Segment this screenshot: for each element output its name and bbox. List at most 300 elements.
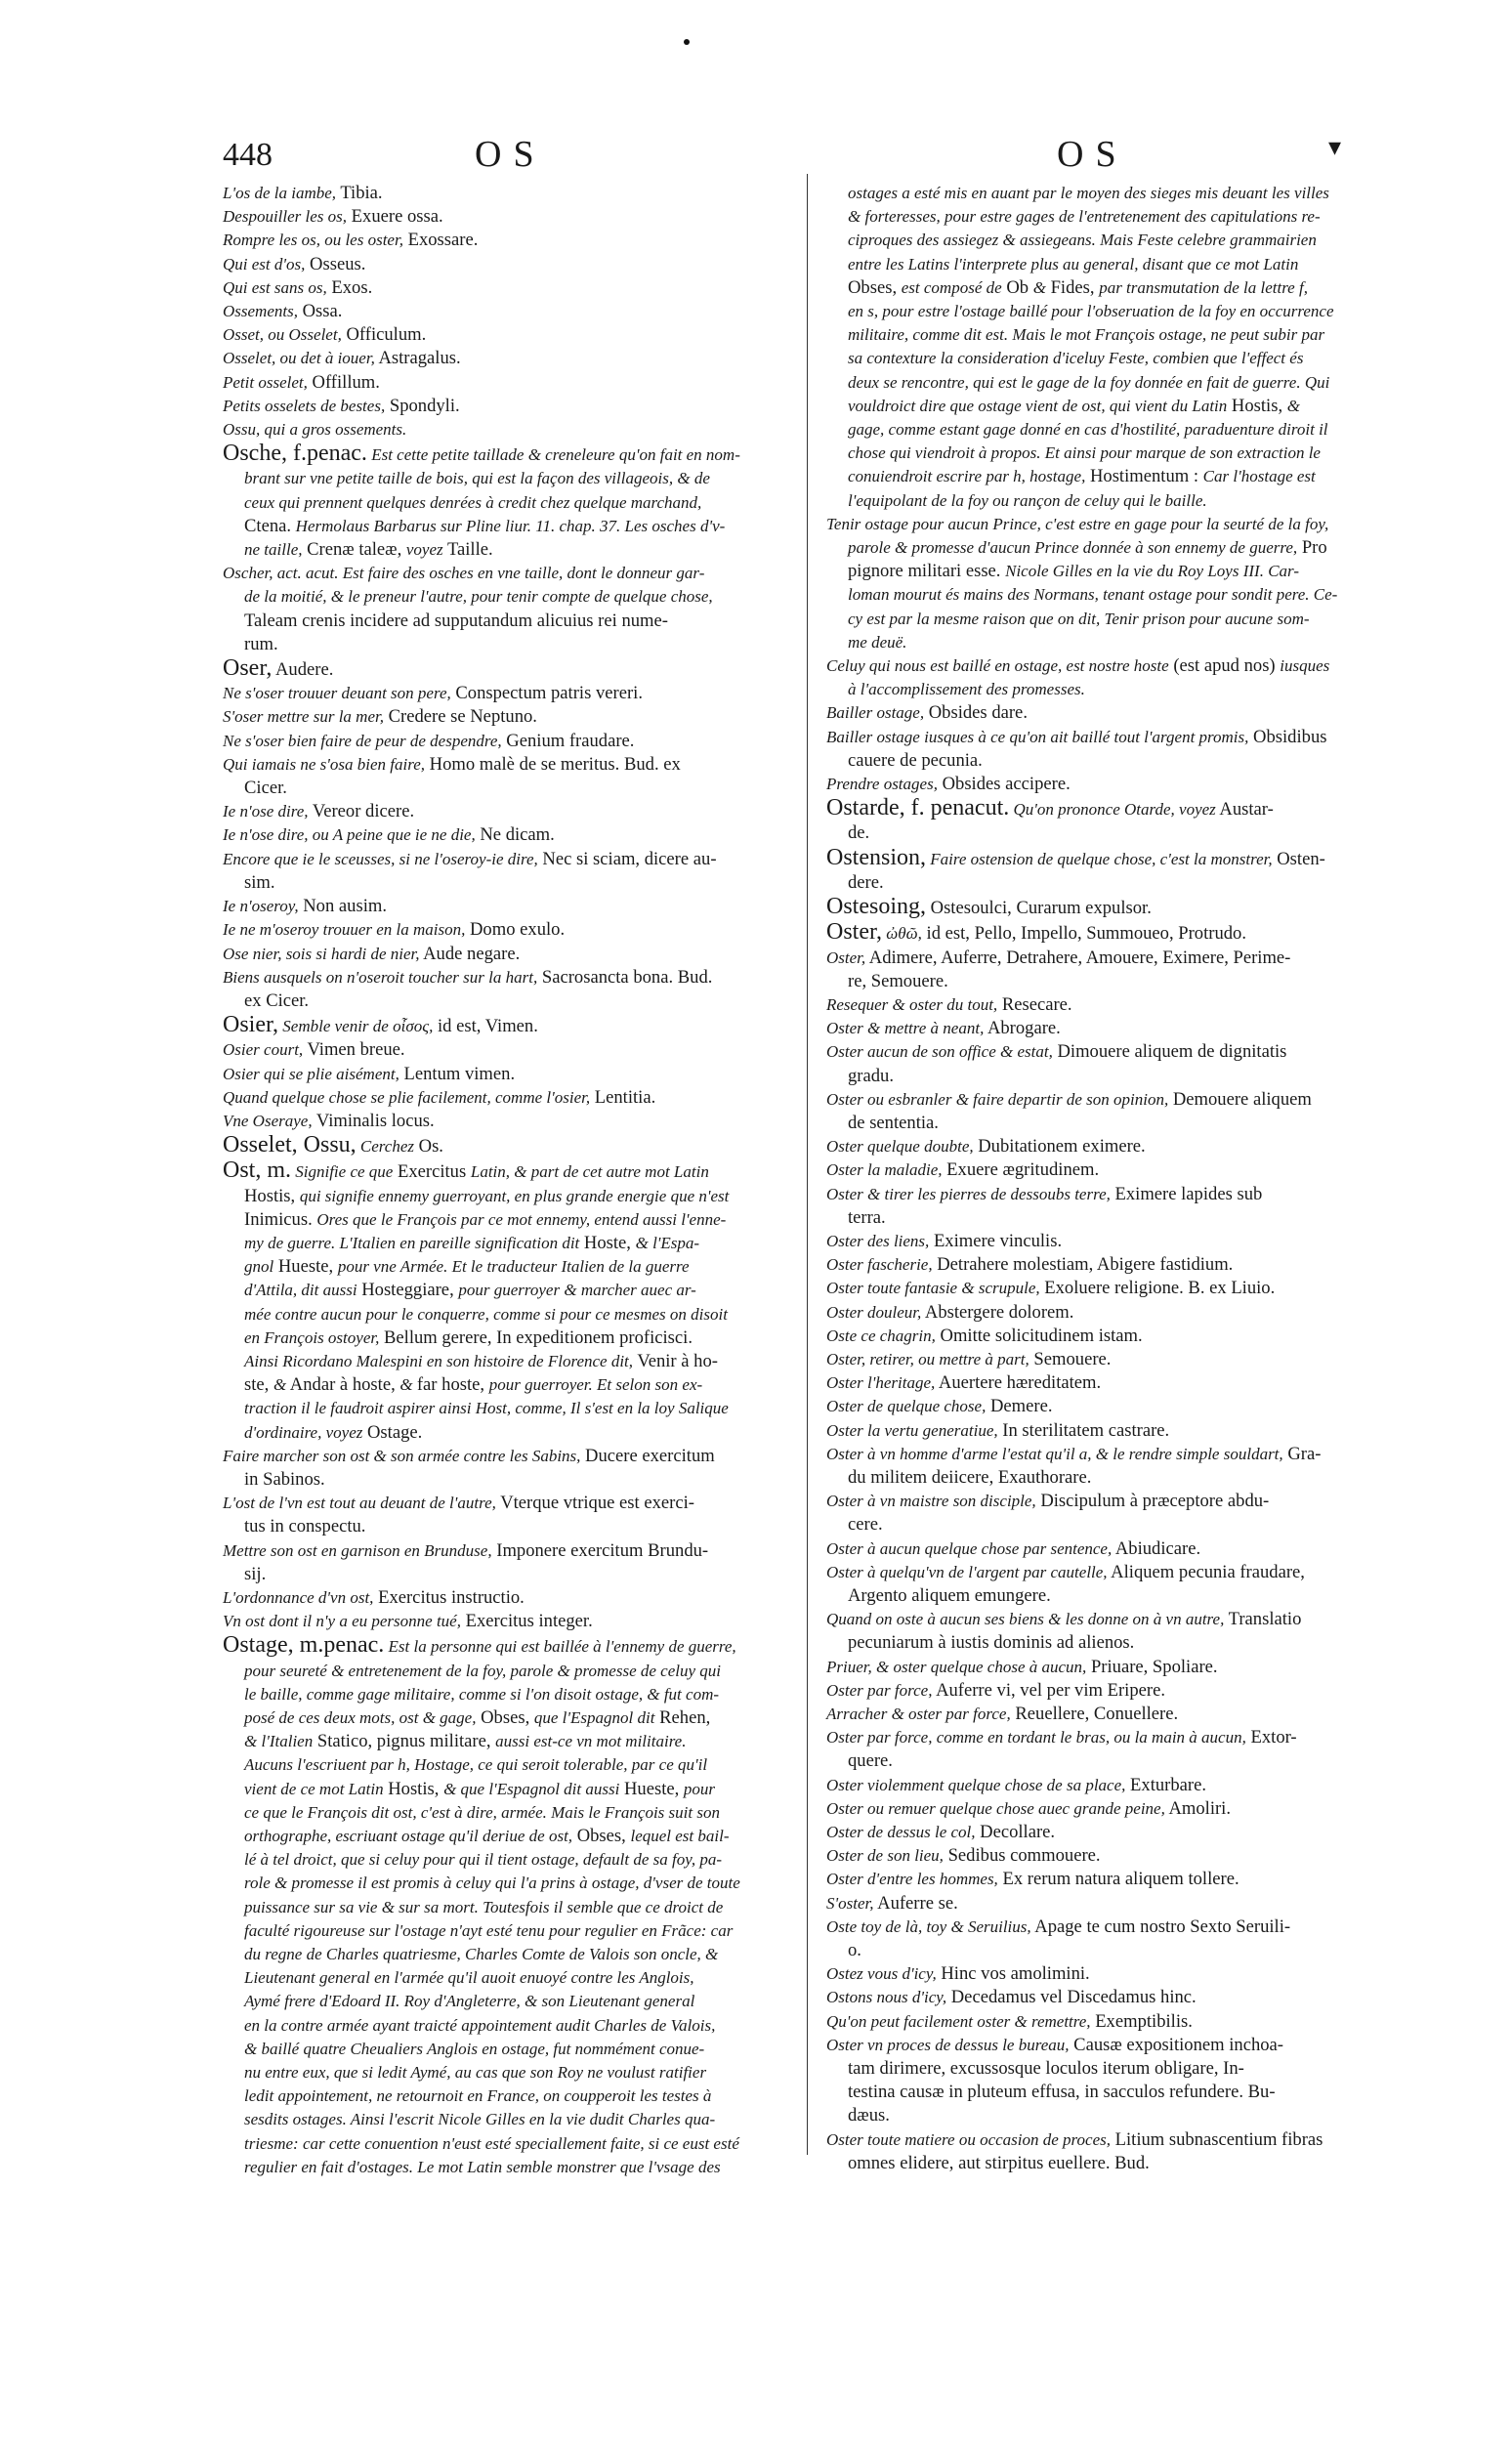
entry-line <box>223 585 809 609</box>
entry-line <box>223 1492 809 1515</box>
french-text: Ne s'oser trouuer deuant son pere, <box>223 684 451 703</box>
french-text: Vne Oseraye, <box>223 1111 313 1130</box>
french-text: Ainsi Ricordano Malespini en son histoire de Florence dit, <box>244 1351 634 1370</box>
entry-line <box>223 491 809 515</box>
entry-line <box>826 2010 1412 2034</box>
latin-text: ste, <box>244 1374 273 1396</box>
french-text: Oster quelque doubte, <box>826 1137 974 1157</box>
latin-text: Hostis, <box>244 1185 300 1206</box>
latin-text: Abstergere dolorem. <box>921 1301 1074 1323</box>
french-text: Ostons nous d'icy, <box>826 1988 947 2007</box>
entry-line <box>223 253 809 276</box>
french-text: L'os de la iambe, <box>223 184 337 202</box>
latin-text: Dubitationem eximere. <box>973 1136 1146 1158</box>
entry-line <box>826 1986 1412 2009</box>
entry-line <box>826 1868 1412 1891</box>
latin-text: (est apud nos) <box>1168 655 1281 677</box>
latin-text: Exos. <box>326 276 373 298</box>
entry-line <box>223 610 809 633</box>
french-text: & <box>1032 277 1046 297</box>
entry-line <box>826 536 1412 560</box>
french-text: Ose nier, sois si hardi de nier, <box>223 944 420 963</box>
french-text: posé de ces deux mots, ost & gage, <box>244 1708 477 1727</box>
head-mark: ▾ <box>1328 133 1342 161</box>
latin-text: In sterilitatem castrare. <box>997 1419 1170 1441</box>
french-text: Osselet, ou det à iouer, <box>223 349 375 368</box>
entry-line <box>826 1679 1412 1703</box>
french-text: Oster & mettre à neant, <box>826 1019 985 1038</box>
entry-line <box>826 1749 1412 1773</box>
entry-line <box>826 1371 1412 1395</box>
latin-text: Exercitus instructio. <box>373 1586 525 1608</box>
entry-line <box>826 1253 1412 1277</box>
latin-text: Cicer. <box>244 778 287 799</box>
latin-text: Auferre vi, vel per vim Eripere. <box>932 1679 1165 1701</box>
french-text: Oster la maladie, <box>826 1160 943 1180</box>
french-text: Ie ne m'oseroy trouuer en la maison, <box>223 920 466 940</box>
latin-text: Genium fraudare. <box>501 730 635 751</box>
latin-text: Extor- <box>1245 1727 1297 1748</box>
entry-line <box>223 442 809 467</box>
french-text: Priuer, & oster quelque chose à aucun, <box>826 1657 1087 1676</box>
entry-line <box>223 1943 809 1966</box>
entry-line <box>826 1916 1412 1939</box>
french-text: deux se rencontre, qui est le gage de la foy donnée en fait de guerre. Qui <box>848 372 1330 392</box>
latin-text: Abrogare. <box>984 1018 1061 1039</box>
french-text: Ossu, qui a gros ossements. <box>223 420 407 440</box>
french-text: Oste toy de là, toy & Seruilius, <box>826 1916 1031 1936</box>
entry-line <box>223 1753 809 1777</box>
latin-text: Priuare, Spoliare. <box>1086 1656 1218 1677</box>
latin-text: Amoliri. <box>1164 1797 1231 1819</box>
french-text: Prendre ostages, <box>826 775 938 794</box>
entry-line <box>826 2152 1412 2175</box>
entry-line <box>826 2034 1412 2057</box>
latin-text: Demouere aliquem <box>1168 1088 1312 1110</box>
french-text: Oster vn proces de dessus le bureau, <box>826 2035 1070 2054</box>
french-text: Oster de quelque chose, <box>826 1397 987 1416</box>
french-text: Qui iamais ne s'osa bien faire, <box>223 754 425 774</box>
entry-line <box>826 2057 1412 2081</box>
latin-text: Hostis, <box>1227 395 1287 416</box>
latin-text: Rehen, <box>654 1707 711 1728</box>
entry-line <box>826 608 1412 631</box>
french-text: Oster des liens, <box>826 1231 930 1250</box>
french-text: ne taille, <box>244 540 303 560</box>
latin-text: Inimicus. <box>244 1208 317 1230</box>
latin-text: de. <box>848 822 870 844</box>
latin-text: Argento aliquem emungere. <box>848 1584 1051 1606</box>
entry-line <box>223 1185 809 1208</box>
latin-text: Offillum. <box>307 371 380 393</box>
french-text: le baille, comme gage militaire, comme si l'on disoit ostage, & fut com- <box>244 1684 720 1704</box>
latin-text: Austar- <box>1215 799 1274 821</box>
french-text: Ie n'ose dire, <box>223 802 309 821</box>
latin-text: Viminalis locus. <box>312 1110 435 1131</box>
french-text: Oster fascherie, <box>826 1255 933 1275</box>
latin-text: Dimouere aliquem de dignitatis <box>1052 1041 1287 1063</box>
french-text: en François ostoyer, <box>244 1327 380 1347</box>
latin-text: sij. <box>244 1563 267 1584</box>
latin-text: Officulum. <box>341 324 427 346</box>
entry-line <box>826 2128 1412 2152</box>
french-text: iusques <box>1280 656 1330 676</box>
french-text: role & promesse il est promis à celuy qui l'a prins à ostage, d'vser de toute <box>244 1874 740 1893</box>
latin-text: in Sabinos. <box>244 1468 325 1490</box>
latin-text: tam dirimere, excussosque loculos iterum obligare, In- <box>848 2058 1244 2080</box>
entry-line <box>826 1301 1412 1325</box>
headword: Ost, m. <box>223 1158 292 1184</box>
entry-line <box>223 1990 809 2013</box>
entry-line <box>826 1962 1412 1986</box>
entry-line <box>826 1112 1412 1135</box>
french-text: qui signifie ennemy guerroyant, en plus grande energie que n'est <box>299 1186 730 1205</box>
entry-line <box>826 1490 1412 1513</box>
entry-line <box>223 229 809 252</box>
latin-text: Exuere ossa. <box>347 206 443 228</box>
latin-text: Exturbare. <box>1125 1774 1206 1795</box>
french-text: Oster à vn homme d'arme l'estat qu'il a, & le rendre simple souldart, <box>826 1444 1283 1463</box>
french-text: Lieutenant general en l'armée qu'il auoit enuoyé contre les Anglois, <box>244 1968 694 1988</box>
french-text: par transmutation de la lettre f, <box>1099 277 1308 297</box>
entry-line <box>223 777 809 800</box>
latin-text: Pro <box>1297 537 1327 559</box>
entry-line <box>223 1421 809 1445</box>
latin-text: Lentitia. <box>590 1086 656 1108</box>
latin-text: Auferre se. <box>873 1892 958 1914</box>
latin-text: Osten- <box>1272 848 1325 869</box>
entry-line <box>826 300 1412 323</box>
headword: Ostage, m.penac. <box>223 1632 385 1659</box>
latin-text: Non ausim. <box>298 896 387 917</box>
entry-line <box>826 1443 1412 1466</box>
entry-line <box>826 276 1412 300</box>
latin-text: Auertere hæreditatem. <box>935 1372 1102 1394</box>
french-text: Car l'hostage est <box>1202 467 1316 486</box>
entry-line <box>223 300 809 323</box>
french-text: loman mourut és mains des Normans, tenant ostage pour sondit pere. Ce- <box>848 585 1338 605</box>
entry-line <box>223 1515 809 1538</box>
latin-text: Aude negare. <box>419 943 521 964</box>
entry-line <box>826 1821 1412 1844</box>
entry-line <box>223 467 809 490</box>
entry-line <box>826 229 1412 252</box>
latin-text: Obses, <box>848 276 902 298</box>
entry-line <box>223 1660 809 1683</box>
latin-text: Os. <box>414 1136 443 1158</box>
right-running-head: OS <box>1057 134 1128 175</box>
entry-line <box>223 1279 809 1302</box>
entry-line <box>223 1208 809 1232</box>
french-text: ostages a esté mis en auant par le moyen des sieges mis deuant les villes <box>848 184 1329 202</box>
latin-text: Audere. <box>272 659 334 681</box>
latin-text: pignore militari esse. <box>848 561 1006 582</box>
french-text: Aymé frere d'Edoard II. Roy d'Angleterre, & son Lieutenant general <box>244 1992 695 2011</box>
french-text: Quand quelque chose se plie facilement, comme l'osier, <box>223 1087 591 1107</box>
latin-text: omnes elidere, aut stirpitus euellere. Bud. <box>848 2152 1150 2173</box>
french-text: & l'Espa- <box>635 1233 700 1252</box>
left-column <box>223 182 809 2179</box>
entry-line <box>223 1539 809 1563</box>
entry-line <box>223 1825 809 1848</box>
latin-text: Apage te cum nostro Sexto Seruili- <box>1030 1916 1291 1937</box>
entry-line <box>826 2104 1412 2127</box>
french-text: Vn ost dont il n'y a eu personne tué, <box>223 1612 461 1631</box>
french-text: & baillé quatre Cheualiers Anglois en ostage, fut nommément conue- <box>244 2039 705 2058</box>
entry-line <box>223 730 809 753</box>
entry-line <box>223 800 809 823</box>
latin-text: Abiudicare. <box>1112 1537 1201 1559</box>
french-text: en s, pour estre l'ostage baillé pour l'obseruation de la foy en occurrence <box>848 302 1334 321</box>
entry-line <box>826 560 1412 583</box>
latin-text: Hueste, <box>273 1256 338 1278</box>
entry-line <box>826 1277 1412 1300</box>
french-text: Oster & tirer les pierres de dessoubs terre, <box>826 1184 1111 1203</box>
entry-line <box>223 966 809 989</box>
latin-text: Gra- <box>1282 1443 1322 1464</box>
latin-text: Osseus. <box>305 253 366 274</box>
entry-line <box>223 515 809 538</box>
entry-line <box>826 583 1412 607</box>
entry-line <box>826 1466 1412 1490</box>
entry-line <box>223 989 809 1013</box>
french-text: S'oster, <box>826 1893 874 1913</box>
entry-line <box>826 796 1412 821</box>
entry-line <box>223 2084 809 2108</box>
entry-line <box>826 1844 1412 1868</box>
latin-text: Statico, pignus militare, <box>313 1731 496 1752</box>
french-text: Bailler ostage, <box>826 703 925 723</box>
entry-line <box>826 678 1412 701</box>
entry-line <box>223 2108 809 2131</box>
latin-text: Ctena. <box>244 515 296 536</box>
french-text: Latin, & part de cet autre mot Latin <box>470 1162 709 1182</box>
entry-line <box>826 465 1412 488</box>
french-text: Oster toute fantasie & scrupule, <box>826 1279 1040 1298</box>
french-text: en la contre armée ayant traicté appointement audit Charles de Valois, <box>244 2015 716 2035</box>
french-text: Hermolaus Barbarus sur Pline liur. 11. chap. 37. Les osches d'v- <box>295 516 726 535</box>
french-text: aussi est-ce vn mot militaire. <box>495 1732 687 1751</box>
french-text: Nicole Gilles en la vie du Roy Loys III. Car- <box>1005 562 1299 581</box>
latin-text: Hinc vos amolimini. <box>936 1963 1090 1985</box>
french-text: pour seureté & entretenement de la foy, parole & promesse de celuy qui <box>244 1661 721 1680</box>
entry-line <box>826 1230 1412 1253</box>
entry-line <box>826 993 1412 1017</box>
french-text: Ie n'oseroy, <box>223 897 299 916</box>
french-text: Ie n'ose dire, ou A peine que ie ne die, <box>223 825 476 845</box>
french-text: Osier qui se plie aisément, <box>223 1064 399 1083</box>
latin-text: quere. <box>848 1750 893 1772</box>
entry-line <box>826 821 1412 845</box>
french-text: sa contexture la consideration d'iceluy Feste, combien que l'effect és <box>848 349 1304 368</box>
entry-line <box>826 773 1412 796</box>
latin-text: id est, Pello, Impello, Summoueo, Protrudo. <box>921 923 1246 945</box>
latin-text: Omitte solicitudinem istam. <box>935 1325 1143 1346</box>
latin-text: cauere de pecunia. <box>848 749 983 771</box>
french-text: & que l'Espagnol dit aussi <box>443 1779 620 1798</box>
entry-line <box>223 395 809 418</box>
french-text: Est cette petite taillade & creneleure qu'on fait en nom- <box>366 445 740 465</box>
french-text: gage, comme estant gage donné en cas d'hostilité, paraduenture diroit il <box>848 420 1328 440</box>
entry-line <box>223 1966 809 1990</box>
entry-line <box>826 1065 1412 1088</box>
entry-line <box>826 1513 1412 1537</box>
entry-line <box>223 1683 809 1706</box>
entry-line <box>826 489 1412 513</box>
entry-line <box>826 1419 1412 1443</box>
entry-line <box>826 947 1412 970</box>
latin-text: Domo exulo. <box>465 919 566 941</box>
entry-line <box>223 1896 809 1919</box>
latin-text: Vereor dicere. <box>308 801 415 822</box>
french-text: Celuy qui nous est baillé en ostage, est nostre hoste <box>826 656 1169 676</box>
entry-line <box>826 205 1412 229</box>
french-text: Oster toute matiere ou occasion de proces, <box>826 2129 1111 2149</box>
french-text: S'oser mettre sur la mer, <box>223 707 384 727</box>
latin-text: Taille. <box>442 539 493 561</box>
entry-line <box>826 1726 1412 1749</box>
french-text: Ossements, <box>223 302 298 321</box>
latin-text: Eximere lapides sub <box>1110 1183 1263 1204</box>
latin-text: o. <box>848 1940 861 1961</box>
french-text: ledit appointement, ne retournoit en France, on coupperoit les testes à <box>244 2086 712 2106</box>
entry-line <box>223 182 809 205</box>
french-text: traction il le faudroit aspirer ainsi Host, comme, Il s'est en la loy Salique <box>244 1399 729 1418</box>
french-text: à l'accomplissement des promesses. <box>848 680 1085 699</box>
latin-text: Homo malè de se meritus. Bud. ex <box>425 753 681 775</box>
french-text: ceux qui prennent quelques denrées à credit chez quelque marchand, <box>244 492 702 512</box>
french-text: Petit osselet, <box>223 372 308 392</box>
french-text: & forteresses, pour estre gages de l'entretenement des capitulations re- <box>848 207 1321 227</box>
latin-text: Eximere vinculis. <box>929 1230 1063 1251</box>
entry-line <box>826 654 1412 678</box>
entry-line <box>826 442 1412 465</box>
latin-text: Decollare. <box>975 1822 1056 1843</box>
latin-text: Decedamus vel Discedamus hinc. <box>946 1987 1197 2008</box>
entry-line <box>826 1774 1412 1797</box>
french-text: & <box>273 1375 287 1395</box>
french-text: Osier court, <box>223 1040 304 1060</box>
latin-text: Obsides dare. <box>924 702 1028 724</box>
entry-line <box>826 371 1412 395</box>
entry-line <box>223 1063 809 1086</box>
french-text: vient de ce mot Latin <box>244 1779 384 1798</box>
french-text: d'Attila, dit aussi <box>244 1281 357 1300</box>
entry-line <box>223 562 809 585</box>
latin-text: Sedibus commouere. <box>943 1845 1101 1867</box>
headword: Osche, f.penac. <box>223 441 367 467</box>
french-text: & <box>1286 396 1300 415</box>
latin-text: Exercitus <box>393 1161 471 1183</box>
latin-text: Ex rerum natura aliquem tollere. <box>997 1869 1239 1890</box>
french-text: Faire ostension de quelque chose, c'est la monstrer, <box>926 849 1273 868</box>
french-text: orthographe, escriuant ostage qu'il deriue de ost, <box>244 1827 573 1846</box>
latin-text: Detrahere molestiam, Abigere fastidium. <box>932 1254 1234 1276</box>
latin-text: du militem deiicere, Exauthorare. <box>848 1466 1092 1488</box>
latin-text: Hostimentum : <box>1085 466 1203 487</box>
entry-line <box>826 513 1412 536</box>
latin-text: Exemptibilis. <box>1090 2010 1193 2032</box>
french-text: regulier en fait d'ostages. Le mot Latin semble monstrer que l'vsage des <box>244 2157 721 2176</box>
french-text: entre les Latins l'interprete plus au general, disant que ce mot Latin <box>848 254 1299 274</box>
french-text: Oste ce chagrin, <box>826 1326 936 1345</box>
latin-text: rum. <box>244 633 278 654</box>
entry-line <box>826 1703 1412 1726</box>
entry-line <box>223 1778 809 1801</box>
french-text: L'ost de l'vn est tout au deuant de l'autre, <box>223 1494 496 1513</box>
entry-line <box>223 1801 809 1825</box>
french-text: Osset, ou Osselet, <box>223 325 342 345</box>
headword: Ostension, <box>826 844 926 870</box>
entry-line <box>223 848 809 871</box>
entry-line <box>826 1631 1412 1655</box>
entry-line <box>223 205 809 229</box>
latin-text: Bellum gerere, In expeditionem proficisci. <box>379 1326 693 1348</box>
french-text: Signifie ce que <box>291 1162 394 1182</box>
latin-text: id est, Vimen. <box>433 1016 538 1037</box>
entry-line <box>826 701 1412 725</box>
french-text: Oster douleur, <box>826 1302 922 1322</box>
french-text: Est la personne qui est baillée à l'ennemy de guerre, <box>384 1637 736 1657</box>
latin-text: testina causæ in pluteum effusa, in sacculos refundere. Bu- <box>848 2082 1276 2103</box>
entry-line <box>826 1395 1412 1418</box>
french-text: Cerchez <box>356 1137 414 1157</box>
entry-line <box>223 2014 809 2038</box>
entry-line <box>223 2038 809 2061</box>
french-text: Oster ou esbranler & faire departir de son opinion, <box>826 1089 1169 1109</box>
headword: Oster, <box>826 919 883 946</box>
latin-text: Adimere, Auferre, Detrahere, Amouere, Eximere, Perime- <box>865 947 1291 968</box>
entry-line <box>223 1397 809 1420</box>
french-text: est composé de <box>901 277 1002 297</box>
latin-text: Ducere exercitum <box>580 1445 715 1466</box>
french-text: Petits osselets de bestes, <box>223 396 386 415</box>
entry-line <box>223 2132 809 2156</box>
latin-text: Exercitus integer. <box>460 1611 593 1632</box>
french-text: ce que le François dit ost, c'est à dire, armée. Mais le François suit son <box>244 1802 720 1822</box>
entry-line <box>826 1797 1412 1821</box>
french-text: Qu'on peut facilement oster & remettre, <box>826 2011 1091 2031</box>
latin-text: terra. <box>848 1206 886 1228</box>
french-text: Oster par force, <box>826 1680 933 1700</box>
latin-text: Ostesoulci, Curarum expulsor. <box>926 898 1152 919</box>
entry-line <box>826 418 1412 442</box>
french-text: mée contre aucun pour le conquerre, comme si pour ce mesmes on disoit <box>244 1304 728 1324</box>
latin-text: Hosteggiare, <box>357 1280 459 1301</box>
french-text: faculté rigoureuse sur l'ostage n'ayt esté tenu pour regulier en Frãce: car <box>244 1920 734 1940</box>
french-text: Semble venir de οἶσος, <box>278 1017 434 1036</box>
entry-line <box>223 1158 809 1184</box>
french-text: Arracher & oster par force, <box>826 1705 1011 1723</box>
latin-text: Obsidibus <box>1248 726 1327 747</box>
entry-line <box>826 395 1412 418</box>
latin-text: Semouere. <box>1029 1348 1112 1369</box>
latin-text: Discipulum à præceptore abdu- <box>1035 1491 1270 1512</box>
entry-line <box>826 1040 1412 1064</box>
entry-line <box>826 895 1412 920</box>
entry-line <box>223 1730 809 1753</box>
latin-text: Credere se Neptuno. <box>383 706 537 728</box>
entry-line <box>223 1586 809 1610</box>
entry-line <box>826 2081 1412 2104</box>
entry-line <box>826 631 1412 654</box>
french-text: Oster la vertu generatiue, <box>826 1420 998 1440</box>
french-text: sesdits ostages. Ainsi l'escrit Nicole Gilles en la vie dudit Charles qua- <box>244 2110 716 2129</box>
latin-text: dere. <box>848 871 884 893</box>
entry-line <box>223 1563 809 1586</box>
latin-text: Obses, <box>572 1826 631 1847</box>
french-text: Ostez vous d'icy, <box>826 1964 937 1984</box>
